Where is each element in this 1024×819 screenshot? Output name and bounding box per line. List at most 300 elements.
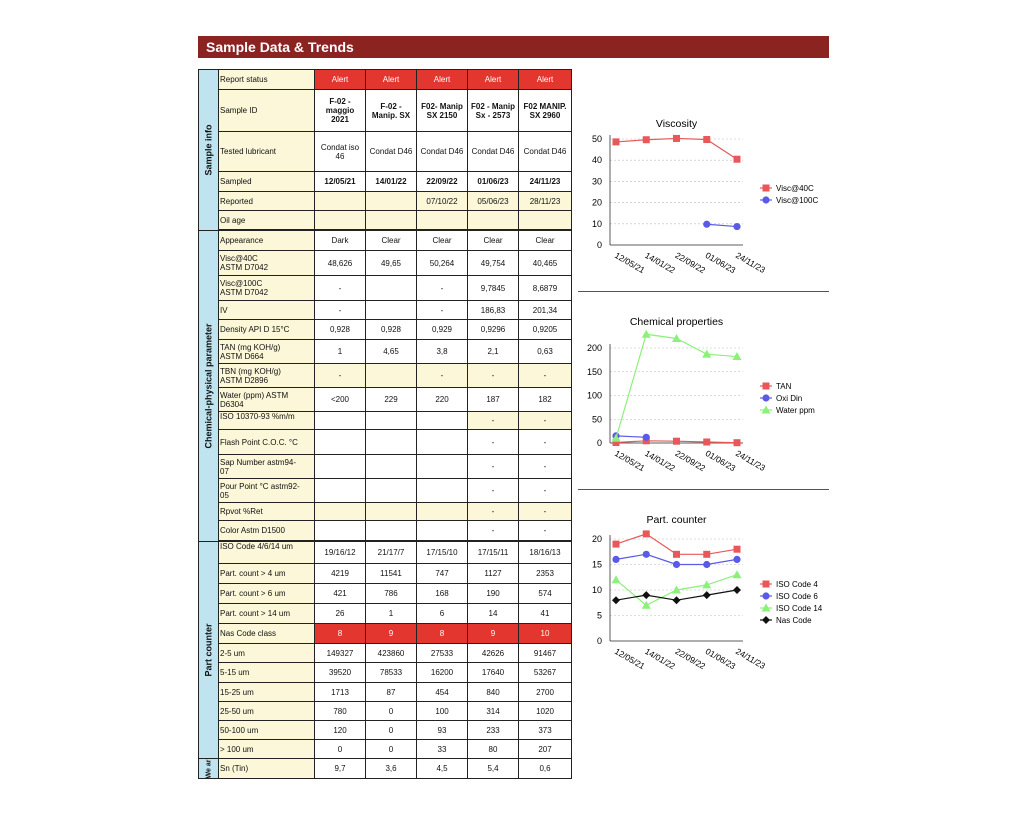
table-cell: 1127: [468, 564, 519, 584]
row-label: Appearance: [219, 231, 315, 251]
table-cell: 9,7: [315, 759, 366, 779]
data-point: [612, 575, 621, 583]
status-badge: Alert: [417, 70, 468, 90]
table-cell: [315, 192, 366, 211]
row-label: Sampled: [219, 172, 315, 192]
row-visc40: [199, 251, 572, 276]
row-label: [219, 455, 315, 479]
status-badge: Alert: [468, 70, 519, 90]
table-cell: -: [468, 364, 519, 388]
row-label: ISO 10370-93 %m/m: [219, 412, 315, 430]
y-tick-label: 10: [591, 218, 602, 229]
row-label: [219, 364, 315, 388]
table-cell: 42626: [468, 644, 519, 663]
data-point: [733, 223, 740, 230]
table-cell: -: [519, 479, 572, 503]
legend-entry: Oxi Din: [776, 394, 803, 403]
table-cell: [417, 479, 468, 503]
row-label: 25-50 um: [219, 702, 315, 721]
table-cell: 182: [519, 388, 572, 412]
data-point: [703, 136, 710, 143]
table-cell: 3,8: [417, 340, 468, 364]
table-cell: -: [468, 455, 519, 479]
y-tick-label: 10: [591, 585, 602, 595]
x-tick-label: 01/06/23: [703, 646, 738, 672]
table-cell: 0: [366, 740, 417, 759]
table-cell: 14/01/22: [366, 172, 417, 192]
row-sample-id: [199, 90, 572, 132]
table-cell: [315, 211, 366, 230]
table-cell: -: [315, 301, 366, 320]
table-cell: 0,6: [519, 759, 572, 779]
y-tick-label: 15: [591, 559, 602, 570]
status-badge: Alert: [519, 70, 572, 90]
table-cell: [315, 479, 366, 503]
table-cell: 53267: [519, 663, 572, 683]
table-cell: 4,65: [366, 340, 417, 364]
section-label: Part counter: [203, 623, 213, 677]
table-cell: Clear: [519, 231, 572, 251]
x-tick-label: 14/01/22: [643, 448, 677, 474]
row-appearance: [199, 231, 572, 251]
table-cell: 0,928: [366, 320, 417, 340]
table-cell: 2,1: [468, 340, 519, 364]
row-label: Reported: [219, 192, 315, 211]
row-visc100: [199, 276, 572, 301]
table-cell: 1: [366, 604, 417, 624]
y-tick-label: 200: [586, 343, 602, 353]
table-cell: F02 - Manip Sx - 2573: [468, 90, 519, 132]
table-cell: 2353: [519, 564, 572, 584]
table-cell: -: [315, 276, 366, 301]
table-cell: 9,7845: [468, 276, 519, 301]
label-line: ASTM D2896: [220, 375, 269, 385]
table-cell: 0,929: [417, 320, 468, 340]
table-cell: Condat D46: [366, 132, 417, 172]
data-point: [703, 561, 710, 568]
table-cell: [519, 211, 572, 230]
x-tick-label: 12/05/21: [613, 646, 647, 672]
table-cell: 786: [366, 584, 417, 604]
label-line: ASTM D7042: [220, 263, 269, 272]
row-range-25-50: [199, 702, 572, 721]
table-cell: 93: [417, 721, 468, 740]
table-cell: -: [519, 455, 572, 479]
data-point: [673, 596, 681, 604]
y-tick-label: 20: [591, 534, 602, 544]
table-cell: [366, 521, 417, 541]
x-tick-label: 14/01/22: [643, 646, 677, 672]
table-cell: 421: [315, 584, 366, 604]
y-tick-label: 40: [591, 155, 602, 166]
legend-marker: [762, 394, 769, 401]
table-cell: 574: [519, 584, 572, 604]
table-cell: 168: [417, 584, 468, 604]
x-tick-label: 22/09/22: [673, 646, 708, 672]
table-cell: 01/06/23: [468, 172, 519, 192]
row-label: Part. count > 4 um: [219, 564, 315, 584]
label-line: Sap Number astm94-: [220, 457, 297, 467]
table-cell: 39520: [315, 663, 366, 683]
table-cell: 0: [366, 702, 417, 721]
table-cell: Condat iso 46: [315, 132, 366, 172]
table-cell: 5,4: [468, 759, 519, 779]
y-tick-label: 50: [591, 414, 602, 425]
data-point: [643, 530, 650, 537]
table-cell: Condat D46: [468, 132, 519, 172]
data-point: [613, 541, 620, 548]
table-cell: 17640: [468, 663, 519, 683]
table-cell: [366, 479, 417, 503]
table-cell: 0,9296: [468, 320, 519, 340]
data-point: [703, 221, 710, 228]
table-cell: 0,63: [519, 340, 572, 364]
series-line: [707, 224, 737, 226]
data-point: [612, 556, 619, 563]
table-cell: [417, 211, 468, 230]
table-cell: 0,928: [315, 320, 366, 340]
row-label: Oil age: [219, 211, 315, 230]
table-cell: 0: [366, 721, 417, 740]
row-iv: [199, 301, 572, 320]
table-cell: [315, 521, 366, 541]
row-label: ISO Code 4/6/14 um: [219, 542, 315, 564]
table-cell: 07/10/22: [417, 192, 468, 211]
table-cell: 100: [417, 702, 468, 721]
x-tick-label: 14/01/22: [643, 250, 677, 276]
table-cell: -: [519, 430, 572, 455]
table-cell: 1713: [315, 683, 366, 702]
table-cell: -: [468, 430, 519, 455]
table-cell: 454: [417, 683, 468, 702]
legend-entry: ISO Code 6: [776, 592, 818, 601]
x-tick-label: 22/09/22: [673, 250, 708, 276]
table-cell: -: [468, 479, 519, 503]
legend-entry: TAN: [776, 382, 792, 391]
row-part-count-14: [199, 604, 572, 624]
table-cell: -: [468, 521, 519, 541]
table-cell: F02- Manip SX 2150: [417, 90, 468, 132]
table-cell: 19/16/12: [315, 542, 366, 564]
row-water: [199, 388, 572, 412]
x-tick-label: 24/11/23: [734, 448, 768, 473]
report-title: Sample Data & Trends: [206, 39, 354, 55]
table-cell: 2700: [519, 683, 572, 702]
table-cell: 16200: [417, 663, 468, 683]
table-cell: -: [519, 503, 572, 521]
table-cell: 201,34: [519, 301, 572, 320]
row-label: Flash Point C.O.C. °C: [219, 430, 315, 455]
table-cell: 11541: [366, 564, 417, 584]
table-cell: [315, 412, 366, 430]
table-cell: [417, 412, 468, 430]
legend-entry: Visc@100C: [776, 196, 819, 205]
data-point: [702, 350, 711, 358]
table-cell: 22/09/22: [417, 172, 468, 192]
sample-data-table: [198, 69, 572, 779]
label-line: Pour Point °C astm92-: [220, 481, 300, 491]
row-label: 50-100 um: [219, 721, 315, 740]
status-badge: 10: [519, 624, 572, 644]
table-cell: 8,6879: [519, 276, 572, 301]
table-cell: 0: [315, 740, 366, 759]
table-cell: [366, 503, 417, 521]
table-cell: -: [519, 412, 572, 430]
table-cell: 21/17/7: [366, 542, 417, 564]
y-tick-label: 0: [596, 636, 602, 646]
table-cell: 14: [468, 604, 519, 624]
row-iso10370: [199, 412, 572, 430]
table-cell: [366, 412, 417, 430]
table-cell: [315, 503, 366, 521]
table-cell: <200: [315, 388, 366, 412]
table-cell: 190: [468, 584, 519, 604]
legend-marker: [763, 383, 770, 390]
table-cell: F-02 - maggio 2021: [315, 90, 366, 132]
table-cell: 17/15/10: [417, 542, 468, 564]
table-cell: F-02 - Manip. SX: [366, 90, 417, 132]
table-cell: 49,754: [468, 251, 519, 276]
legend-marker: [763, 581, 770, 588]
x-tick-label: 01/06/23: [703, 250, 738, 276]
row-label: [219, 251, 315, 276]
table-cell: [366, 192, 417, 211]
table-cell: -: [519, 364, 572, 388]
row-tbn: [199, 364, 572, 388]
x-tick-label: 01/06/23: [703, 448, 738, 474]
table-cell: Condat D46: [417, 132, 468, 172]
row-range-5-15: [199, 663, 572, 683]
table-cell: -: [468, 412, 519, 430]
row-label: Nas Code class: [219, 624, 315, 644]
table-cell: 78533: [366, 663, 417, 683]
x-tick-label: 12/05/21: [613, 448, 647, 474]
row-sampled: [199, 172, 572, 192]
table-cell: [315, 455, 366, 479]
data-point: [734, 156, 741, 163]
data-point: [673, 438, 680, 445]
report-header-bar: [198, 36, 829, 58]
data-point: [734, 546, 741, 553]
table-cell: -: [417, 364, 468, 388]
label-line: Water (ppm) ASTM: [220, 390, 289, 400]
data-point: [673, 551, 680, 558]
row-iso-code: [199, 542, 572, 564]
table-cell: 48,626: [315, 251, 366, 276]
table-cell: 91467: [519, 644, 572, 663]
table-cell: 17/15/11: [468, 542, 519, 564]
row-label: [219, 276, 315, 301]
row-label: [219, 479, 315, 503]
series-line: [616, 334, 737, 438]
table-cell: 233: [468, 721, 519, 740]
row-range-over-100: [199, 740, 572, 759]
row-label: Sample ID: [219, 90, 315, 132]
table-cell: 87: [366, 683, 417, 702]
x-tick-label: 12/05/21: [613, 250, 647, 276]
data-point: [643, 434, 650, 441]
row-part-count-6: [199, 584, 572, 604]
row-label: Report status: [219, 70, 315, 90]
row-report-status: [199, 70, 572, 90]
legend-marker: [762, 592, 769, 599]
chart-title: Chemical properties: [629, 316, 724, 328]
section-chemical-physical: [199, 231, 219, 542]
table-cell: [366, 364, 417, 388]
chart-title: Viscosity: [655, 118, 698, 130]
label-line: 05: [220, 490, 229, 500]
table-cell: 6: [417, 604, 468, 624]
status-badge: Alert: [366, 70, 417, 90]
table-cell: 05/06/23: [468, 192, 519, 211]
table-cell: 314: [468, 702, 519, 721]
table-cell: 24/11/23: [519, 172, 572, 192]
table-cell: [366, 276, 417, 301]
y-tick-label: 50: [591, 134, 602, 144]
section-part-counter: [199, 542, 219, 759]
row-part-count-4: [199, 564, 572, 584]
table-cell: Dark: [315, 231, 366, 251]
row-label: Sn (Tin): [219, 759, 315, 779]
x-tick-label: 24/11/23: [734, 646, 768, 671]
status-badge: 9: [366, 624, 417, 644]
table-cell: [366, 455, 417, 479]
row-reported: [199, 192, 572, 211]
table-cell: [468, 211, 519, 230]
table-cell: Clear: [366, 231, 417, 251]
table-cell: 1: [315, 340, 366, 364]
data-point: [733, 556, 740, 563]
legend-entry: ISO Code 4: [776, 580, 818, 589]
y-tick-label: 0: [596, 438, 602, 448]
row-label: Color Astm D1500: [219, 521, 315, 541]
table-cell: 149327: [315, 644, 366, 663]
row-tan: [199, 340, 572, 364]
table-cell: [366, 430, 417, 455]
table-cell: 186,83: [468, 301, 519, 320]
row-label: > 100 um: [219, 740, 315, 759]
table-cell: [417, 430, 468, 455]
legend-marker: [762, 616, 770, 624]
row-label: IV: [219, 301, 315, 320]
table-cell: 4,5: [417, 759, 468, 779]
row-oil-age: [199, 211, 572, 230]
row-label: [219, 340, 315, 364]
y-tick-label: 100: [586, 390, 602, 401]
y-tick-label: 5: [596, 610, 602, 621]
y-tick-label: 150: [586, 366, 602, 377]
table-cell: 840: [468, 683, 519, 702]
x-tick-label: 24/11/23: [734, 250, 768, 275]
legend-marker: [763, 185, 770, 192]
legend-entry: Visc@40C: [776, 184, 814, 193]
y-tick-label: 20: [591, 197, 602, 208]
series-line: [616, 436, 646, 437]
data-point: [673, 135, 680, 142]
table-cell: Clear: [468, 231, 519, 251]
data-point: [612, 596, 620, 604]
y-tick-label: 30: [591, 176, 602, 187]
section-label: Chemical-physical parameter: [203, 323, 213, 449]
table-cell: 187: [468, 388, 519, 412]
data-point: [734, 439, 741, 446]
table-cell: Clear: [417, 231, 468, 251]
table-cell: 3,6: [366, 759, 417, 779]
data-point: [643, 551, 650, 558]
table-cell: -: [519, 521, 572, 541]
row-label: 2-5 um: [219, 644, 315, 663]
table-cell: 80: [468, 740, 519, 759]
section-label: We ar: [205, 759, 212, 778]
row-range-2-5: [199, 644, 572, 663]
table-cell: 229: [366, 388, 417, 412]
data-point: [673, 561, 680, 568]
legend-marker: [762, 196, 769, 203]
table-cell: [366, 301, 417, 320]
data-point: [642, 591, 650, 599]
legend-entry: ISO Code 14: [776, 604, 823, 613]
row-flash-point: [199, 430, 572, 455]
row-sap-number: [199, 455, 572, 479]
table-cell: 28/11/23: [519, 192, 572, 211]
data-point: [642, 330, 651, 338]
row-label: Part. count > 6 um: [219, 584, 315, 604]
table-cell: 33: [417, 740, 468, 759]
table-cell: -: [417, 276, 468, 301]
table-cell: 1020: [519, 702, 572, 721]
row-range-15-25: [199, 683, 572, 702]
row-nas-code: [199, 624, 572, 644]
table-cell: 49,65: [366, 251, 417, 276]
label-line: TBN (mg KOH/g): [220, 366, 281, 376]
table-cell: 26: [315, 604, 366, 624]
table-cell: [417, 503, 468, 521]
legend-entry: Nas Code: [776, 616, 812, 625]
table-cell: 40,465: [519, 251, 572, 276]
row-pour-point: [199, 479, 572, 503]
label-line: TAN (mg KOH/g): [220, 342, 281, 352]
table-cell: Condat D46: [519, 132, 572, 172]
row-sn-tin: [199, 759, 572, 779]
row-label: Rpvot %Ret: [219, 503, 315, 521]
row-color: [199, 521, 572, 541]
table-cell: 50,264: [417, 251, 468, 276]
table-cell: 41: [519, 604, 572, 624]
row-range-50-100: [199, 721, 572, 740]
data-point: [703, 439, 710, 446]
data-point: [733, 570, 742, 578]
section-sample-info: [199, 70, 219, 231]
row-label: Part. count > 14 um: [219, 604, 315, 624]
table-cell: -: [468, 503, 519, 521]
row-rpvot: [199, 503, 572, 521]
label-line: Visc@100C: [220, 279, 263, 288]
table-cell: 120: [315, 721, 366, 740]
table-cell: 27533: [417, 644, 468, 663]
data-point: [703, 551, 710, 558]
section-wear: [199, 759, 219, 779]
data-point: [613, 138, 620, 145]
row-label: 5-15 um: [219, 663, 315, 683]
data-point: [703, 591, 711, 599]
table-cell: -: [315, 364, 366, 388]
table-cell: 4219: [315, 564, 366, 584]
table-cell: 747: [417, 564, 468, 584]
status-badge: Alert: [315, 70, 366, 90]
row-density: [199, 320, 572, 340]
chart-title: Part. counter: [646, 514, 707, 526]
table-cell: [417, 455, 468, 479]
